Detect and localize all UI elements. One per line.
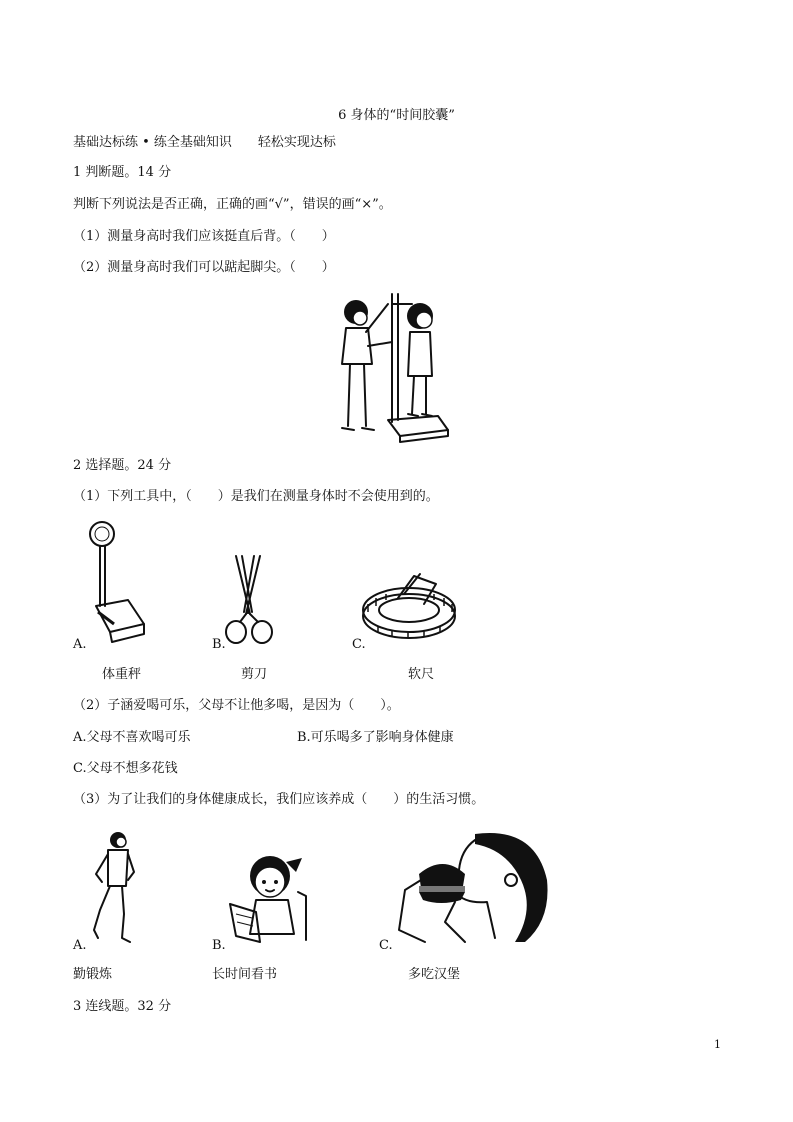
question-2-2: （2）子涵爱喝可乐，父母不让他多喝，是因为（ ）。 (73, 698, 400, 713)
tape-measure-icon (358, 570, 460, 646)
question-2-3: （3）为了让我们的身体健康成长，我们应该养成（ ）的生活习惯。 (73, 792, 485, 807)
option-c-text: C.父母不想多花钱 (73, 761, 178, 776)
runner-icon (88, 830, 138, 948)
question-1-2: （2）测量身高时我们可以踮起脚尖。（ ） (73, 260, 335, 275)
option-a-caption: 体重秤 (102, 667, 142, 682)
section3-header: 3 连线题。32 分 (73, 999, 172, 1014)
option-a3-letter: A. (73, 938, 87, 953)
question-1-1: （1）测量身高时我们应该挺直后背。（ ） (73, 229, 335, 244)
option-b-letter: B. (212, 637, 226, 652)
option-c-letter: C. (352, 637, 366, 652)
option-b3-caption: 长时间看书 (212, 967, 278, 982)
page-number: 1 (714, 1038, 721, 1051)
option-b3-letter: B. (212, 938, 226, 953)
option-b-caption: 剪刀 (241, 667, 268, 682)
option-a-text: A.父母不喜欢喝可乐 (73, 730, 191, 745)
subtitle: 基础达标练 • 练全基础知识 轻松实现达标 (73, 135, 336, 150)
section2-header: 2 选择题。24 分 (73, 458, 172, 473)
section1-header: 1 判断题。14 分 (73, 165, 172, 180)
option-a3-caption: 勤锻炼 (73, 967, 113, 982)
height-measurement-icon (338, 290, 454, 446)
scissors-icon (222, 552, 274, 648)
option-a-letter: A. (73, 637, 87, 652)
option-b-text: B.可乐喝多了影响身体健康 (297, 730, 454, 745)
reading-girl-icon (226, 852, 312, 944)
burger-eating-icon (395, 830, 551, 944)
option-c3-caption: 多吃汉堡 (408, 967, 461, 982)
page-title: 6 身体的“时间胶囊” (338, 108, 455, 123)
option-c-caption: 软尺 (408, 667, 435, 682)
question-2-1: （1）下列工具中，（ ）是我们在测量身体时不会使用到的。 (73, 489, 439, 504)
scale-icon (84, 520, 148, 648)
section1-instruction: 判断下列说法是否正确，正确的画“√”，错误的画“×”。 (73, 197, 392, 212)
option-c3-letter: C. (379, 938, 393, 953)
